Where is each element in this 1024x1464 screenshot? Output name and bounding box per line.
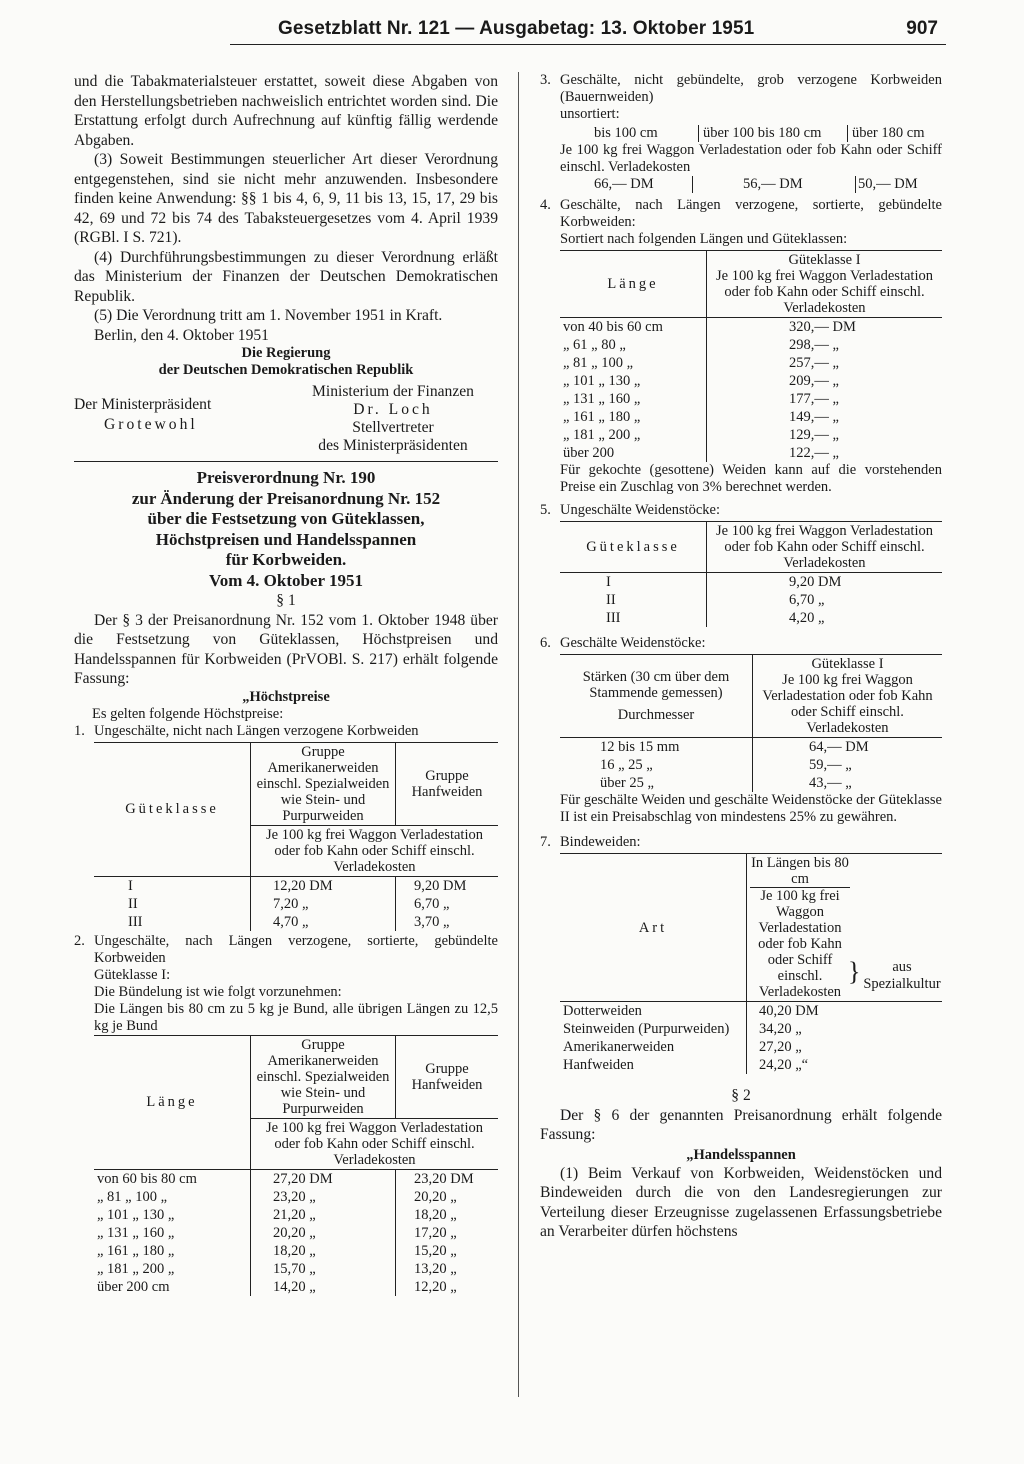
- table-header: Güteklasse: [94, 742, 251, 876]
- table-header: Gruppe Hanfweiden: [396, 1035, 499, 1118]
- table-cell: von 60 bis 80 cm: [94, 1169, 251, 1188]
- table-cell: 12 bis 15 mm: [560, 738, 753, 757]
- paragraph: (4) Durchführungsbestimmungen zu dieser Verordnung erläßt das Ministerium der Finanzen der Deutschen Demokratischen Republik.: [74, 248, 498, 305]
- table-row: [560, 354, 942, 372]
- table-cell: 27,20 „: [759, 1039, 802, 1055]
- table-cell: 177,— „: [789, 391, 839, 407]
- table-row: [560, 774, 942, 792]
- brace-icon: }: [848, 957, 861, 986]
- table-cell: 20,20 „: [251, 1224, 396, 1242]
- item-7: [540, 834, 942, 851]
- table-row: [560, 573, 942, 592]
- price-table-6: [560, 654, 942, 792]
- table-row: [94, 876, 498, 895]
- table-cell: 12,20 DM: [251, 876, 396, 895]
- table-row: [560, 738, 942, 757]
- table-cell: 320,— DM: [789, 319, 856, 335]
- table-row: [560, 756, 942, 774]
- item-text: Bindeweiden:: [560, 834, 641, 850]
- table-cell: [853, 1038, 942, 1056]
- table-cell: 21,20 „: [251, 1206, 396, 1224]
- table-cell: 13,20 „: [414, 1260, 457, 1277]
- table-body: [94, 876, 498, 931]
- item-line: Die Längen bis 80 cm zu 5 kg je Bund, alle übrigen Längen zu 12,5 kg je Bund: [94, 1000, 498, 1034]
- table-row: [560, 1002, 942, 1021]
- table-cell: 34,20 „: [759, 1021, 802, 1037]
- heading-line: für Korbweiden.: [225, 550, 347, 569]
- table-header-line: Je 100 kg frei Waggon Verladestation oder fob Kahn oder Schiff einschl. Verladekosten: [758, 888, 842, 1000]
- left-column: [74, 72, 498, 1296]
- table-cell: „ 81 „ 100 „: [560, 354, 707, 372]
- table-row: [560, 1056, 942, 1074]
- item-number: 6.: [540, 635, 551, 651]
- column-divider: [518, 72, 519, 1397]
- paragraph: (5) Die Verordnung tritt am 1. November 1951 in Kraft.: [94, 307, 443, 324]
- sig-title-right-2: des Ministerpräsidenten: [318, 437, 468, 454]
- table-cell: 6,70 „: [789, 592, 825, 608]
- table-cell: 14,20 „: [251, 1278, 396, 1296]
- item-number: 7.: [540, 834, 551, 850]
- table-cell: 9,20 DM: [414, 877, 467, 894]
- item-1: [74, 723, 498, 740]
- table-header: Je 100 kg frei Waggon Verladestation oder fob Kahn oder Schiff einschl. Verladekosten: [716, 523, 933, 571]
- item-number: 4.: [540, 197, 551, 213]
- subheading: „Höchstpreise: [242, 688, 330, 705]
- table-cell: 18,20 „: [251, 1242, 396, 1260]
- table-header-line: Durchmesser: [617, 707, 695, 723]
- table-body: [560, 1002, 942, 1075]
- table-cell: 23,20 DM: [414, 1170, 474, 1187]
- price: 50,— DM: [855, 176, 918, 193]
- item-text: Ungeschälte, nicht nach Längen verzogene Korbweiden: [94, 722, 419, 739]
- table-header: Art: [560, 854, 747, 1002]
- table-header: Länge: [560, 251, 707, 318]
- table-header: [753, 655, 943, 738]
- item-2: [74, 933, 498, 967]
- table-row: [94, 895, 498, 913]
- table-cell: „ 131 „ 160 „: [560, 390, 707, 408]
- table-cell: 43,— „: [809, 775, 852, 791]
- table-cell: 23,20 „: [251, 1188, 396, 1206]
- item-number: 5.: [540, 502, 551, 518]
- signature-left: [74, 383, 211, 455]
- table-cell: 40,20 DM: [759, 1003, 819, 1019]
- table-cell: II: [94, 895, 251, 913]
- table-header: Gruppe Amerikanerweiden einschl. Spezialweiden wie Stein- und Purpurweiden: [251, 1035, 396, 1118]
- table-row: [560, 372, 942, 390]
- table-row: [560, 336, 942, 354]
- table-cell: 129,— „: [789, 427, 839, 443]
- item-number: 2.: [74, 932, 85, 949]
- table-cell: Amerikanerweiden: [560, 1038, 747, 1056]
- price-table-2: [94, 1035, 498, 1296]
- length-classes: [540, 125, 942, 142]
- sig-name-left: Grotewohl: [104, 415, 198, 433]
- section-mark: § 2: [731, 1087, 751, 1104]
- table-cell: 209,— „: [789, 373, 839, 389]
- heading-line: Höchstpreisen und Handelsspannen: [155, 529, 417, 549]
- table-cell: 4,70 „: [251, 913, 396, 931]
- table-cell: I: [560, 573, 707, 592]
- subheading: „Handelsspannen: [686, 1146, 796, 1163]
- table-cell: 9,20 DM: [789, 574, 842, 590]
- price: 56,— DM: [692, 176, 855, 193]
- table-cell: „ 161 „ 180 „: [94, 1242, 251, 1260]
- sig-name-right: Dr. Loch: [353, 401, 433, 418]
- item-line: Güteklasse I:: [94, 966, 171, 983]
- heading-line: über die Festsetzung von Güteklassen,: [147, 509, 425, 528]
- table-body: [560, 573, 942, 628]
- right-column: [540, 72, 942, 1242]
- table-cell: von 40 bis 60 cm: [560, 318, 707, 337]
- table-cell: 6,70 „: [414, 895, 450, 912]
- table-row: [94, 1278, 498, 1296]
- table-cell: 7,20 „: [251, 895, 396, 913]
- table-cell: 3,70 „: [414, 913, 450, 930]
- heading-line: zur Änderung der Preisanordnung Nr. 152: [131, 488, 441, 508]
- bauernweiden-prices: [540, 176, 942, 193]
- item-6: [540, 635, 942, 652]
- table-cell: III: [94, 913, 251, 931]
- table-cell: I: [94, 876, 251, 895]
- note: Für geschälte Weiden und geschälte Weidenstöcke der Güteklasse II ist ein Preisabschlag von mindestens 25% zu gewähren.: [560, 792, 942, 825]
- table-cell: 27,20 DM: [251, 1169, 396, 1188]
- table-row: [560, 591, 942, 609]
- paragraph: und die Tabakmaterialsteuer erstattet, soweit diese Abgaben von den Herstellungsbetrieben nachweislich entrichtet worden sind. Die Erstattung erfolgt durch Aufrechnung auf künftig fällig werdende Abgaben.: [74, 73, 498, 149]
- table-header: Gruppe Amerikanerweiden einschl. Spezialweiden wie Stein- und Purpurweiden: [251, 742, 396, 825]
- table-cell: II: [560, 591, 707, 609]
- table-cell: „ 161 „ 180 „: [560, 408, 707, 426]
- sig-title-right-1: Stellvertreter: [352, 419, 434, 436]
- table-row: [560, 1020, 942, 1038]
- table-row: [94, 913, 498, 931]
- price: 66,— DM: [594, 176, 654, 192]
- aside-bracket: [850, 959, 944, 993]
- table-cell: [853, 1056, 942, 1074]
- table-body: [560, 318, 942, 463]
- item-text: Ungeschälte, nach Längen verzogene, sortierte, gebündelte Korbweiden: [94, 932, 498, 966]
- price-table-5: [560, 521, 942, 627]
- table-row: [94, 1206, 498, 1224]
- table-header: Gruppe Hanfweiden: [396, 742, 499, 825]
- table-row: [94, 1260, 498, 1278]
- table-row: [560, 390, 942, 408]
- table-cell: „ 181 „ 200 „: [560, 426, 707, 444]
- table-header: Länge: [94, 1035, 251, 1169]
- table-cell: 59,— „: [809, 757, 852, 773]
- table-cell: „ 101 „ 130 „: [94, 1206, 251, 1224]
- table-header-line: Güteklasse I: [811, 656, 884, 672]
- header-title: Gesetzblatt Nr. 121 — Ausgabetag: 13. Oktober 1951: [278, 18, 755, 39]
- table-header: Güteklasse: [560, 522, 707, 573]
- item-line: Je 100 kg frei Waggon Verladestation oder fob Kahn oder Schiff einschl. Verladekosten: [560, 142, 942, 175]
- item-text: Ungeschälte Weidenstöcke:: [560, 502, 721, 518]
- sig-ministry: Ministerium der Finanzen: [312, 383, 474, 400]
- signing-date: Berlin, den 4. Oktober 1951: [94, 326, 269, 344]
- table-header: [747, 854, 854, 1002]
- item-text: Geschälte, nicht gebündelte, grob verzogene Korbweiden (Bauernweiden): [560, 72, 942, 105]
- paragraph: (3) Soweit Bestimmungen steuerlicher Art dieser Verordnung entgegenstehen, sind sie nicht mehr anzuwenden. Insbesondere finden keine Anwendung: §§ 1 bis 4, 6, 9, 11 bis 13, 15, 17, 29 bis 42, 69 und 72 bis 74 des Tabaksteuergesetzes vom 4. April 1939 (RGBl. I S. 721).: [74, 151, 498, 246]
- item-number: 3.: [540, 72, 551, 88]
- table-cell: Steinweiden (Purpurweiden): [560, 1020, 747, 1038]
- table-header: [560, 655, 753, 738]
- price-table-4: [560, 250, 942, 462]
- table-cell: „ 101 „ 130 „: [560, 372, 707, 390]
- sig-title-left: Der Ministerpräsident: [74, 396, 212, 413]
- aside-text: aus Spezialkultur: [863, 959, 941, 992]
- table-cell: 257,— „: [789, 355, 839, 371]
- item-text: Geschälte Weidenstöcke:: [560, 635, 706, 651]
- table-row: [94, 1224, 498, 1242]
- government-line-1: Die Regierung: [241, 345, 331, 361]
- item-number: 1.: [74, 722, 85, 739]
- table-header-line: Stärken (30 cm über dem Stammende gemessen): [582, 669, 730, 701]
- heading-date: Vom 4. Oktober 1951: [209, 570, 363, 590]
- note: Für gekochte (gesottene) Weiden kann auf die vorstehenden Preise ein Zuschlag von 3% berechnet werden.: [560, 462, 942, 495]
- table-cell: über 25 „: [560, 774, 753, 792]
- table-row: [94, 1169, 498, 1188]
- table-cell: 64,— DM: [809, 739, 869, 755]
- item-5: [540, 502, 942, 519]
- table-cell: 298,— „: [789, 337, 839, 353]
- table-header: [707, 251, 943, 318]
- intro-line: Es gelten folgende Höchstpreise:: [92, 705, 284, 722]
- government-line-2: der Deutschen Demokratischen Republik: [158, 362, 414, 378]
- table-row: [560, 426, 942, 444]
- price-table-1: [94, 742, 498, 931]
- table-subheader: Je 100 kg frei Waggon Verladestation oder fob Kahn oder Schiff einschl. Verladekosten: [266, 1119, 483, 1168]
- paragraph: Der § 3 der Preisanordnung Nr. 152 vom 1. Oktober 1948 über die Festsetzung von Güteklassen, Höchstpreisen und Handelsspannen für Korbweiden (PrVOBl. S. 217) erhält folgende Fassung:: [74, 611, 498, 687]
- page-header: [230, 18, 946, 45]
- section-rule: [74, 461, 498, 462]
- table-header-line: Je 100 kg frei Waggon Verladestation oder fob Kahn oder Schiff einschl. Verladekosten: [762, 672, 933, 736]
- table-cell: über 200: [560, 444, 707, 462]
- table-row: [560, 408, 942, 426]
- item-4: [540, 197, 942, 231]
- table-cell: 17,20 „: [414, 1224, 457, 1241]
- table-row: [94, 1188, 498, 1206]
- table-row: [560, 609, 942, 627]
- item-3: [540, 72, 942, 106]
- length-class: über 100 bis 180 cm: [698, 125, 847, 142]
- table-cell: „ 61 „ 80 „: [560, 336, 707, 354]
- signature-block: [74, 383, 498, 455]
- table-body: [94, 1169, 498, 1296]
- item-line: Sortiert nach folgenden Längen und Güteklassen:: [560, 231, 848, 247]
- table-cell: 15,70 „: [251, 1260, 396, 1278]
- table-header-line: Je 100 kg frei Waggon Verladestation oder fob Kahn oder Schiff einschl. Verladekosten: [716, 268, 933, 316]
- table-header-line: In Längen bis 80 cm: [751, 855, 849, 887]
- paragraph: Der § 6 der genannten Preisanordnung erhält folgende Fassung:: [540, 1106, 942, 1143]
- table-cell: Dotterweiden: [560, 1002, 747, 1021]
- table-cell: 16 „ 25 „: [560, 756, 753, 774]
- table-subheader: Je 100 kg frei Waggon Verladestation oder fob Kahn oder Schiff einschl. Verladekosten: [266, 826, 483, 875]
- bindeweiden-block: [560, 853, 942, 1074]
- table-cell: [853, 1020, 942, 1038]
- table-cell: Hanfweiden: [560, 1056, 747, 1074]
- length-class: bis 100 cm: [594, 125, 658, 141]
- table-cell: [853, 1002, 942, 1021]
- table-body: [560, 738, 942, 793]
- table-cell: 4,20 „: [789, 610, 825, 626]
- table-cell: 122,— „: [789, 445, 839, 461]
- table-cell: 15,20 „: [414, 1242, 457, 1259]
- table-cell: über 200 cm: [94, 1278, 251, 1296]
- item-text: Geschälte, nach Längen verzogene, sortierte, gebündelte Korbweiden:: [560, 197, 942, 230]
- section-mark: § 1: [276, 592, 296, 609]
- item-line: unsortiert:: [560, 106, 620, 122]
- table-cell: „ 131 „ 160 „: [94, 1224, 251, 1242]
- table-row: [560, 444, 942, 462]
- table-cell: „ 181 „ 200 „: [94, 1260, 251, 1278]
- heading-line: Preisverordnung Nr. 190: [196, 468, 376, 487]
- table-cell: 12,20 „: [414, 1278, 457, 1295]
- table-header-line: Güteklasse I: [788, 252, 861, 268]
- regulation-heading: [74, 468, 498, 591]
- table-cell: 20,20 „: [414, 1188, 457, 1205]
- paragraph: (1) Beim Verkauf von Korbweiden, Weidenstöcken und Bindeweiden durch die von den Landesregierungen zur Verteilung dieser Erzeugnisse zugelassenen Erfassungsbetriebe an Verarbeiter dürfen höchstens: [540, 1164, 942, 1240]
- table-cell: 149,— „: [789, 409, 839, 425]
- table-cell: 24,20 „“: [759, 1057, 809, 1073]
- table-row: [560, 1038, 942, 1056]
- table-cell: 18,20 „: [414, 1206, 457, 1223]
- table-row: [560, 318, 942, 337]
- table-cell: III: [560, 609, 707, 627]
- length-class: über 180 cm: [847, 125, 924, 142]
- signature-right: [288, 383, 498, 455]
- item-line: Die Bündelung ist wie folgt vorzunehmen:: [94, 983, 342, 1000]
- table-row: [94, 1242, 498, 1260]
- table-cell: „ 81 „ 100 „: [94, 1188, 251, 1206]
- page-number: 907: [906, 18, 938, 39]
